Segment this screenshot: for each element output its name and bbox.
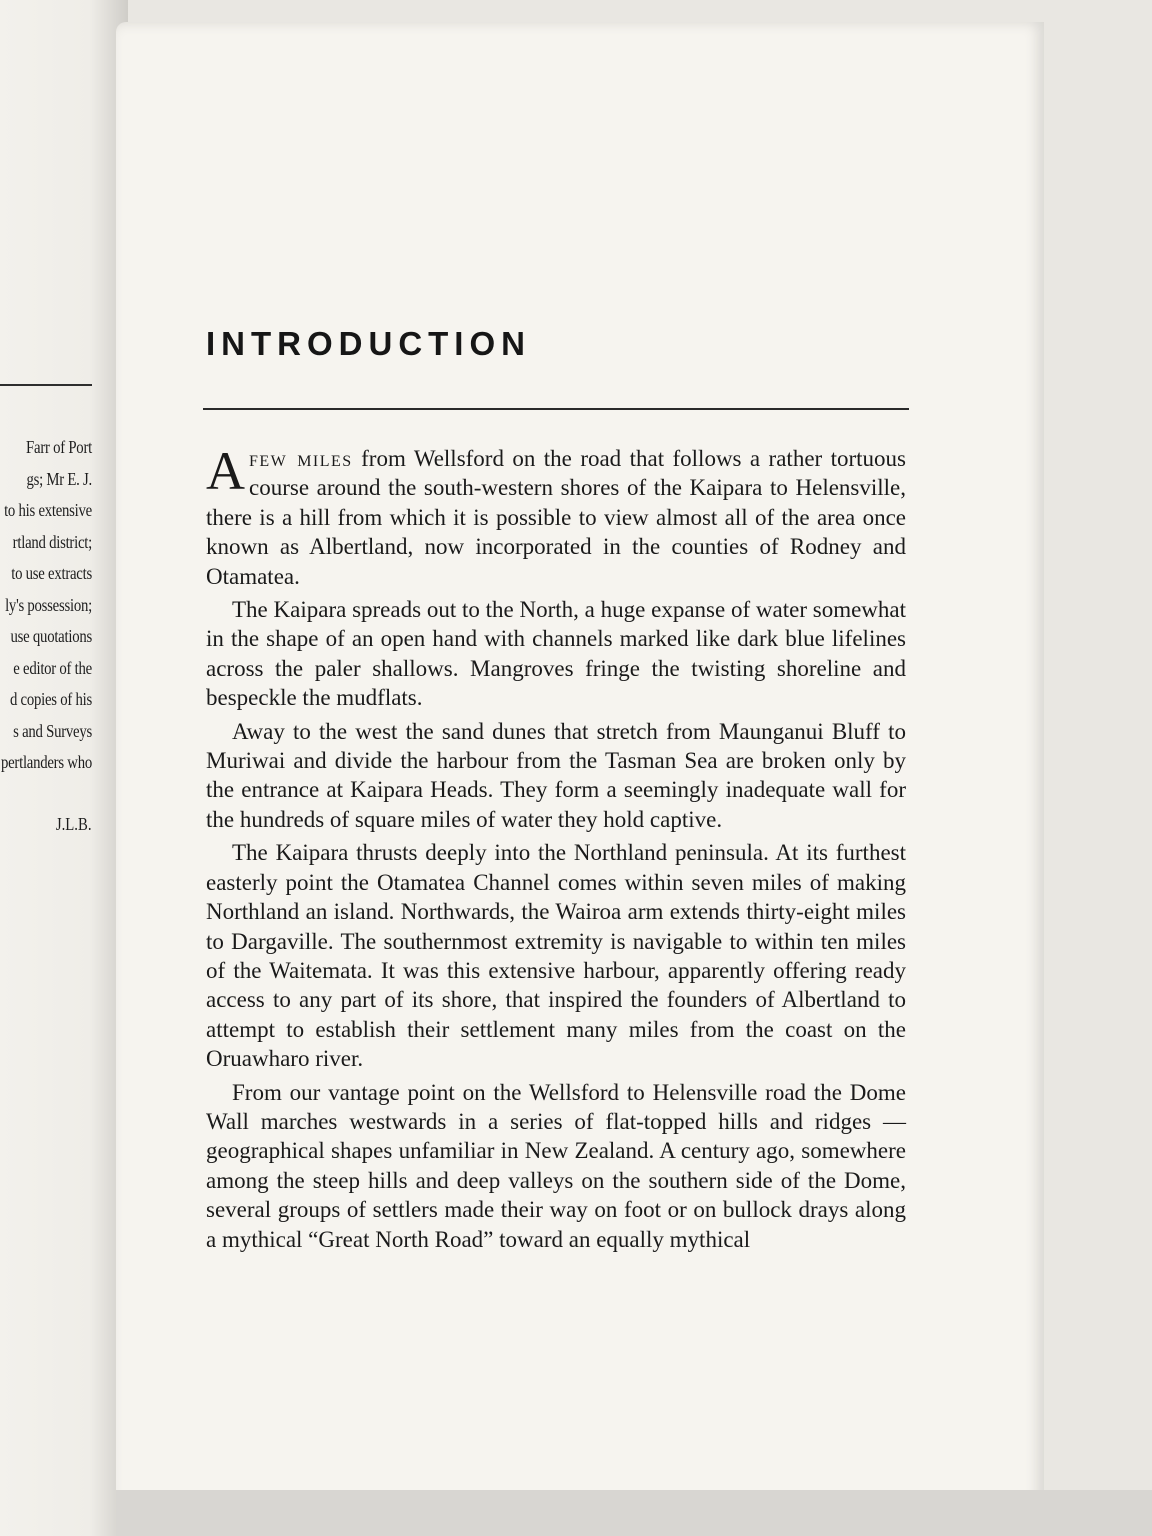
left-line: d copies of his: [9, 689, 92, 709]
paragraph: The Kaipara spreads out to the North, a huge expanse of water somewhat in the shape of an open hand with channels marked like dark blue lifelines across the paler shallows. Mangroves fringe the twisting shoreline and bespeckle the mudflats.: [206, 597, 906, 711]
paragraph: [206, 441, 906, 591]
body-text: [206, 441, 906, 1258]
left-line: gs; Mr E. J.: [26, 468, 92, 489]
left-line: to his extensive: [4, 500, 92, 520]
paragraph: Away to the west the sand dunes that stretch from Maunganui Bluff to Muriwai and divide the harbour from the Tasman Sea are broken only by the entrance at Kaipara Heads. They form a seemingly inadequate wall for the hundreds of square miles of water they hold captive.: [206, 718, 906, 832]
small-caps-lead: few miles: [249, 446, 353, 471]
left-line: rtland district;: [12, 531, 92, 552]
heading-rule: [203, 408, 909, 410]
table-surface: [116, 1490, 1152, 1536]
paragraph: From our vantage point on the Wellsford to Helensville road the Dome Wall marches westwards in a series of flat-topped hills and ridges — geographical shapes unfamiliar in New Zealand. A century ago, somewhere among the steep hills and deep valleys on the southern side of the Dome, several groups of settlers made their way on foot or on bullock drays along a mythical “Great North Road” toward an equally mythical: [206, 1079, 906, 1252]
paragraph: The Kaipara thrusts deeply into the Northland peninsula. At its furthest easterly point the Otamatea Channel comes within seven miles of making Northland an island. Northwards, the Wairoa arm extends thirty-eight miles to Dargaville. The southernmost extremity is navigable to within ten miles of the Waitemata. It was this extensive harbour, apparently offering ready access to any part of its shore, that inspired the founders of Albertland to attempt to establish their settlement many miles from the coast on the Oruawharo river.: [206, 840, 906, 1072]
left-page-text: [0, 432, 92, 779]
left-page-signature: J.L.B.: [56, 814, 92, 834]
left-line: pertlanders who: [1, 752, 92, 772]
left-line: to use extracts: [11, 563, 92, 583]
left-line: use quotations: [10, 626, 92, 646]
left-line: Farr of Port: [26, 437, 93, 457]
paragraph-text: from Wellsford on the road that follows a rather tortuous course around the south-western shores of the Kaipara to Helensville, there is a hill from which it is possible to view almost all of the area once known as Albertland, now incorporated in the counties of Rodney and Otamatea.: [206, 446, 906, 589]
drop-cap: A: [206, 441, 245, 501]
left-line: e editor of the: [13, 657, 93, 678]
left-line: s and Surveys: [13, 720, 92, 741]
left-line: ly's possession;: [5, 594, 93, 615]
left-page: [0, 0, 128, 1536]
left-page-rule: [0, 384, 92, 386]
page-heading: INTRODUCTION: [206, 325, 531, 362]
